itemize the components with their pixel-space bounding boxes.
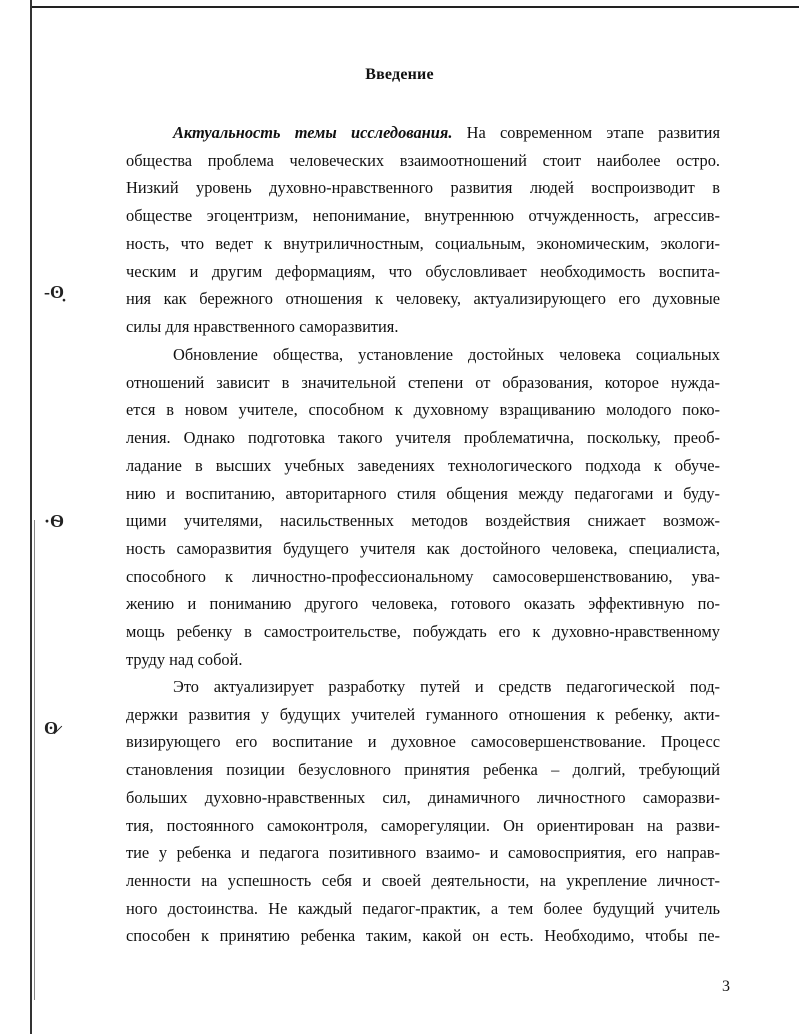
paragraph-line: ется в новом учителе, способном к духовному взращиванию молодого поко- [126, 400, 720, 420]
paragraph-1 [126, 119, 720, 341]
binding-hole-mark-icon: ·Ѳ [44, 511, 65, 531]
paragraph-line: визирующего его воспитание и духовное самосовершенствование. Процесс [126, 732, 720, 752]
page-title: Введение [365, 66, 434, 83]
paragraph-line: силы для нравственного саморазвития. [126, 316, 399, 336]
paragraph-line: ленности на успешность себя и своей деятельности, на укрепление личност- [126, 870, 720, 890]
paragraph-line: способен к принятию ребенка таким, какой он есть. Необходимо, чтобы пе- [126, 926, 720, 946]
paragraph-line: ческим и другим деформациям, что обусловливает необходимость воспита- [126, 261, 720, 281]
paragraph-line: жению и пониманию другого человека, готового оказать эффективную по- [126, 594, 720, 614]
binding-hole-mark-icon: -ʘ̣ [44, 282, 64, 302]
paragraph-line: Обновление общества, установление достойных человека социальных [173, 345, 720, 364]
scan-border-top [30, 6, 799, 8]
paragraph-line: ность саморазвития будущего учителя как достойного человека, специалиста, [126, 538, 720, 558]
paragraph-line: ного достоинства. Не каждый педагог-практик, а тем более будущий учитель [126, 898, 720, 918]
scan-border-left-faint [34, 520, 35, 1000]
section-lead-heading: Актуальность темы исследования. [173, 123, 453, 142]
paragraph-line: обществе эгоцентризм, непонимание, внутреннюю отчужденность, агрессив- [126, 206, 720, 226]
paragraph-line: щими учителями, насильственных методов воздействия снижает возмож- [126, 511, 720, 531]
paragraph-line: общества проблема человеческих взаимоотношений стоит наиболее остро. [126, 150, 720, 170]
paragraph-2 [126, 341, 720, 673]
paragraph-line: Актуальность темы исследования. На современном этапе развития [173, 123, 720, 142]
paragraph-line: труду над собой. [126, 649, 243, 669]
paragraph-line: больших духовно-нравственных сил, динамичного личностного саморазви- [126, 787, 720, 807]
paragraph-line: тие у ребенка и педагога позитивного взаимо- и самовосприятия, его направ- [126, 843, 720, 863]
page-number: 3 [722, 978, 730, 995]
paragraph-line: ность, что ведет к внутриличностным, социальным, экономическим, экологи- [126, 233, 720, 253]
binding-hole-mark-icon: ʘ̷ [44, 718, 59, 738]
scan-border-left [30, 0, 32, 1034]
paragraph-line: держки развития у будущих учителей гуманного отношения к ребенку, акти- [126, 704, 720, 724]
paragraph-line: способного к личностно-профессиональному самосовершенствованию, ува- [126, 566, 720, 586]
paragraph-3 [126, 673, 720, 950]
paragraph-line: ладание в высших учебных заведениях технологического подхода к обуче- [126, 455, 720, 475]
paragraph-line: мощь ребенку в самостроительстве, побуждать его к духовно-нравственному [126, 622, 720, 642]
paragraph-line: Это актуализирует разработку путей и средств педагогической под- [173, 677, 720, 696]
paragraph-line: Низкий уровень духовно-нравственного развития людей воспроизводит в [126, 178, 720, 198]
paragraph-line: ния как бережного отношения к человеку, актуализирующего его духовные [126, 289, 720, 309]
paragraph-line: тия, постоянного самоконтроля, саморегуляции. Он ориентирован на разви- [126, 815, 720, 835]
paragraph-line: ления. Однако подготовка такого учителя проблематична, поскольку, преоб- [126, 428, 720, 448]
paragraph-line: отношений зависит в значительной степени от образования, которое нужда- [126, 372, 720, 392]
paragraph-line: становления позиции безусловного принятия ребенка – долгий, требующий [126, 760, 720, 780]
paragraph-line: нию и воспитанию, авторитарного стиля общения между педагогами и буду- [126, 483, 720, 503]
